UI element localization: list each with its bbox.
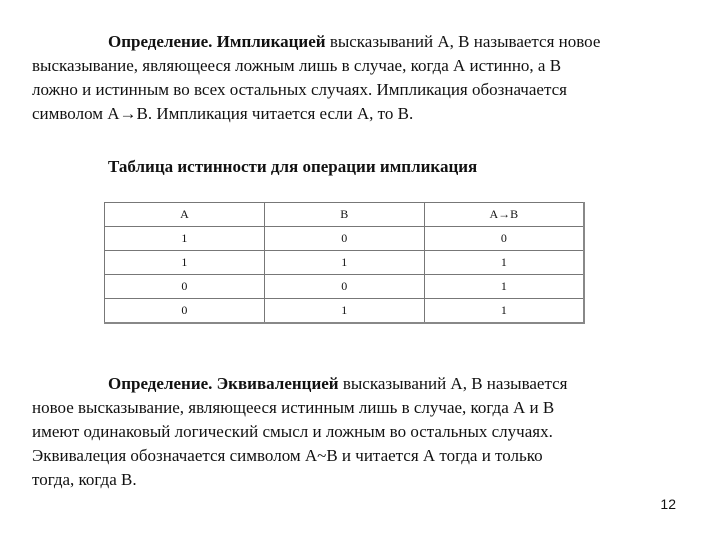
- implication-term: Определение. Импликацией: [108, 32, 326, 51]
- header-a-implies-b: А→В: [424, 203, 584, 227]
- def2-line5: тогда, когда В.: [32, 470, 137, 489]
- def2-line4: Эквивалеция обозначается символом А~В и читается А тогда и только: [32, 446, 543, 465]
- table-cell: 1: [264, 250, 424, 274]
- table-cell: 1: [424, 250, 584, 274]
- page-number: 12: [660, 496, 676, 512]
- table-cell: 1: [424, 298, 584, 323]
- truth-table-title: Таблица истинности для операции импликация: [108, 157, 478, 176]
- def1-line1: высказываний А, В называется новое: [325, 32, 601, 51]
- table-cell: 0: [264, 226, 424, 250]
- table-header-row: [105, 203, 585, 227]
- def1-line2: высказывание, являющееся ложным лишь в случае, когда А истинно, а В: [32, 56, 562, 75]
- table-cell: 1: [264, 298, 424, 323]
- def2-line3: имеют одинаковый логический смысл и ложным во остальных случаях.: [32, 422, 553, 441]
- table-row: [105, 274, 585, 298]
- table-cell: 0: [105, 274, 265, 298]
- table-cell: 0: [424, 226, 584, 250]
- table-cell: 1: [105, 226, 265, 250]
- header-b: В: [264, 203, 424, 227]
- equivalence-term: Определение. Эквиваленцией: [108, 374, 339, 393]
- header-a: А: [105, 203, 265, 227]
- table-row: [105, 250, 585, 274]
- def2-line1: высказываний А, В называется: [338, 374, 568, 393]
- definition-equivalence: [32, 372, 662, 492]
- table-cell: 1: [105, 250, 265, 274]
- table-row: [105, 226, 585, 250]
- def1-line4: символом А→В. Импликация читается если А, то В.: [32, 104, 414, 123]
- table-cell: 1: [424, 274, 584, 298]
- table-cell: 0: [264, 274, 424, 298]
- def2-line2: новое высказывание, являющееся истинным лишь в случае, когда А и В: [32, 398, 555, 417]
- truth-table: [104, 202, 585, 324]
- table-row: [105, 298, 585, 323]
- table-cell: 0: [105, 298, 265, 323]
- def1-line3: ложно и истинным во всех остальных случаях. Импликация обозначается: [32, 80, 567, 99]
- definition-implication: [32, 30, 692, 126]
